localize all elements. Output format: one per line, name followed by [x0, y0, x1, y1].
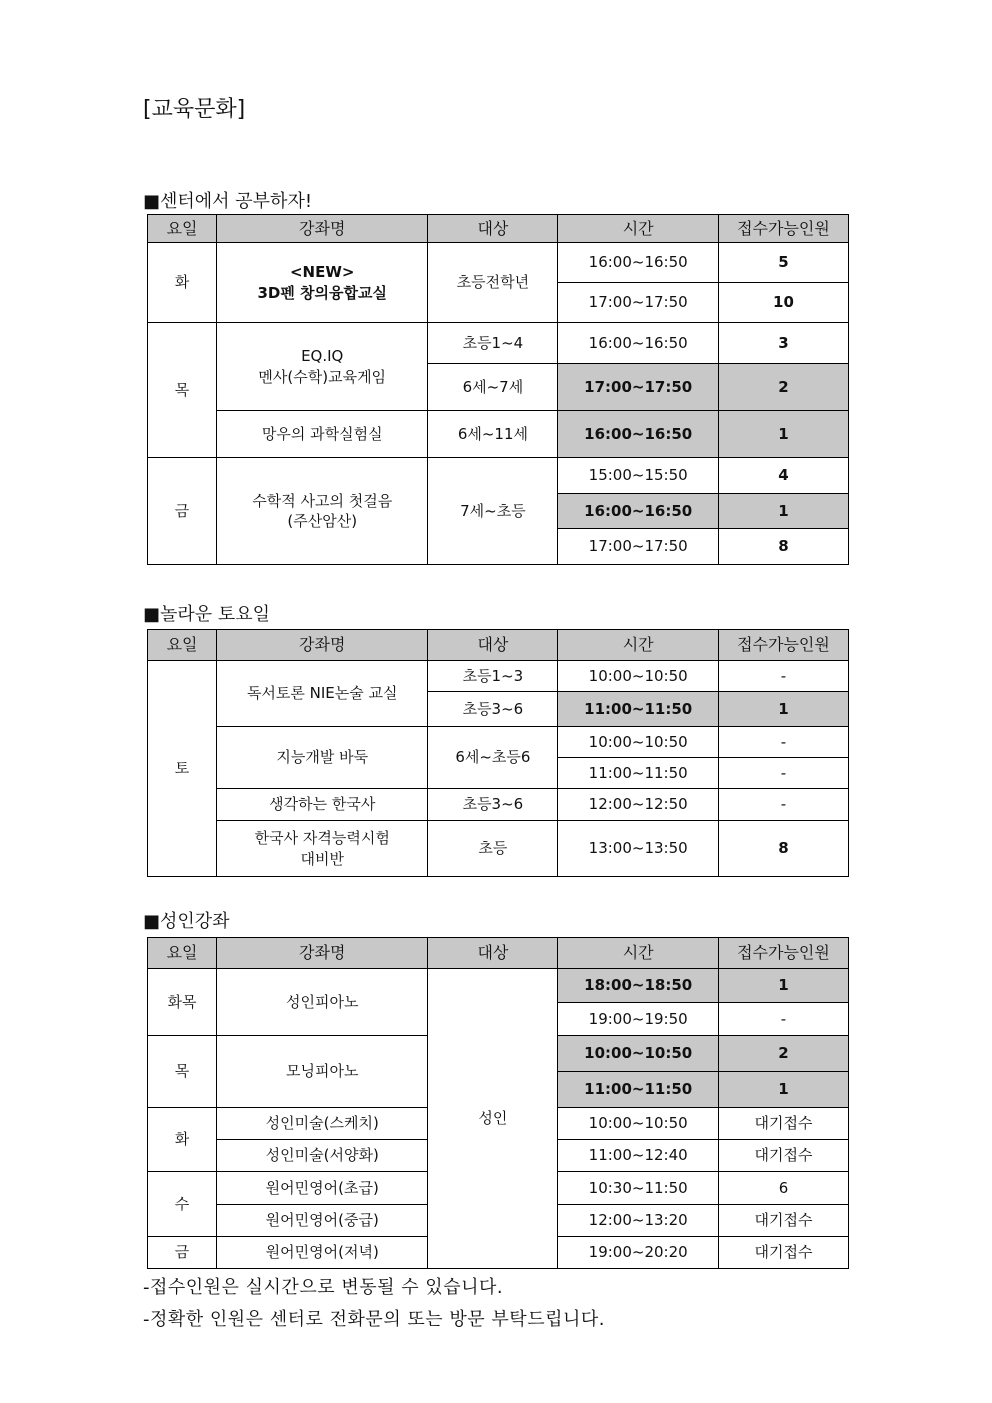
time-cell: 10:00~10:50: [558, 661, 719, 692]
table-header-row: [148, 630, 849, 661]
course-line: (주산암산): [287, 512, 358, 530]
header-capacity: 접수가능인원: [718, 630, 848, 661]
time-cell: 11:00~11:50: [558, 758, 719, 789]
table-header-row: [148, 938, 849, 969]
header-capacity: 접수가능인원: [718, 215, 848, 243]
target-cell: 초등1~3: [428, 661, 558, 692]
table-row: [148, 323, 849, 364]
course-line: EQ.IQ: [301, 347, 344, 366]
capacity-cell: 4: [718, 458, 848, 494]
course-cell: 망우의 과학실험실: [217, 411, 428, 458]
course-cell: 생각하는 한국사: [217, 789, 428, 821]
page-title: [교육문화]: [143, 97, 246, 122]
capacity-cell: 1: [718, 411, 848, 458]
header-target: 대상: [428, 630, 558, 661]
capacity-cell: 6: [718, 1172, 848, 1205]
section-heading: ■성인강좌: [143, 911, 230, 932]
schedule-table: [147, 937, 849, 1269]
time-cell: 15:00~15:50: [558, 458, 719, 494]
time-cell: 12:00~13:20: [558, 1205, 719, 1237]
header-course: 강좌명: [217, 938, 428, 969]
course-cell: 성인미술(서양화): [217, 1140, 428, 1172]
capacity-cell: 대기접수: [718, 1237, 848, 1269]
table-row: [148, 969, 849, 1003]
time-cell: 17:00~17:50: [558, 364, 719, 411]
time-cell: 12:00~12:50: [558, 789, 719, 821]
table-row: [148, 411, 849, 458]
course-line: 수학적 사고의 첫걸음: [252, 491, 393, 510]
header-day: 요일: [148, 938, 217, 969]
capacity-cell: 2: [718, 364, 848, 411]
course-cell: 원어민영어(초급): [217, 1172, 428, 1205]
course-line: 한국사 자격능력시험: [254, 829, 390, 848]
capacity-cell: -: [718, 727, 848, 758]
course-line: 멘사(수학)교육게임: [258, 367, 387, 386]
time-cell: 18:00~18:50: [558, 969, 719, 1003]
time-cell: 17:00~17:50: [558, 529, 719, 565]
course-cell: 성인피아노: [217, 969, 428, 1036]
course-cell: 지능개발 바둑: [217, 727, 428, 789]
capacity-cell: 5: [718, 243, 848, 283]
target-cell: 6세~초등6: [428, 727, 558, 789]
capacity-cell: 3: [718, 323, 848, 364]
course-line: 대비반: [300, 849, 344, 868]
table-row: [148, 243, 849, 283]
schedule-table: [147, 629, 849, 877]
capacity-cell: 8: [718, 529, 848, 565]
capacity-cell: 대기접수: [718, 1205, 848, 1237]
capacity-cell: 1: [718, 969, 848, 1003]
time-cell: 10:30~11:50: [558, 1172, 719, 1205]
course-cell: [217, 821, 428, 877]
course-cell: 독서토론 NIE논술 교실: [217, 661, 428, 727]
header-day: 요일: [148, 630, 217, 661]
header-capacity: 접수가능인원: [718, 938, 848, 969]
course-cell: [217, 458, 428, 565]
day-cell: 목: [148, 323, 217, 458]
time-cell: 16:00~16:50: [558, 243, 719, 283]
day-cell: 금: [148, 458, 217, 565]
time-cell: 16:00~16:50: [558, 411, 719, 458]
header-time: 시간: [558, 215, 719, 243]
day-cell: 수: [148, 1172, 217, 1237]
table-row: [148, 661, 849, 692]
time-cell: 19:00~20:20: [558, 1237, 719, 1269]
time-cell: 17:00~17:50: [558, 283, 719, 323]
capacity-cell: -: [718, 661, 848, 692]
target-cell: 초등1~4: [428, 323, 558, 364]
target-cell: 6세~7세: [428, 364, 558, 411]
table-row: [148, 458, 849, 494]
time-cell: 10:00~10:50: [558, 1036, 719, 1072]
header-time: 시간: [558, 938, 719, 969]
capacity-cell: -: [718, 758, 848, 789]
table-header-row: [148, 215, 849, 243]
target-cell: 초등: [428, 821, 558, 877]
footnote: -정확한 인원은 센터로 전화문의 또는 방문 부탁드립니다.: [143, 1309, 605, 1330]
course-line: 3D펜 창의융합교실: [257, 283, 387, 302]
table-row: [148, 727, 849, 758]
capacity-cell: 1: [718, 494, 848, 529]
schedule-table: [147, 214, 849, 565]
header-day: 요일: [148, 215, 217, 243]
table-row: [148, 789, 849, 821]
time-cell: 10:00~10:50: [558, 727, 719, 758]
day-cell: 목: [148, 1036, 217, 1108]
course-cell: 원어민영어(중급): [217, 1205, 428, 1237]
course-line: <NEW>: [289, 263, 355, 282]
course-cell: 성인미술(스케치): [217, 1108, 428, 1140]
header-time: 시간: [558, 630, 719, 661]
capacity-cell: 대기접수: [718, 1140, 848, 1172]
capacity-cell: -: [718, 1003, 848, 1036]
capacity-cell: 2: [718, 1036, 848, 1072]
time-cell: 16:00~16:50: [558, 323, 719, 364]
header-course: 강좌명: [217, 215, 428, 243]
day-cell: 토: [148, 661, 217, 877]
day-cell: 화: [148, 243, 217, 323]
course-cell: [217, 323, 428, 411]
target-cell: 초등3~6: [428, 692, 558, 727]
time-cell: 16:00~16:50: [558, 494, 719, 529]
target-cell: 초등전학년: [428, 243, 558, 323]
capacity-cell: -: [718, 789, 848, 821]
day-cell: 화목: [148, 969, 217, 1036]
time-cell: 10:00~10:50: [558, 1108, 719, 1140]
target-cell: 초등3~6: [428, 789, 558, 821]
course-cell: 모닝피아노: [217, 1036, 428, 1108]
capacity-cell: 1: [718, 692, 848, 727]
capacity-cell: 8: [718, 821, 848, 877]
time-cell: 11:00~11:50: [558, 692, 719, 727]
section-heading: ■놀라운 토요일: [143, 604, 271, 625]
target-cell: 성인: [428, 969, 558, 1269]
day-cell: 화: [148, 1108, 217, 1172]
table-row: [148, 821, 849, 877]
header-target: 대상: [428, 215, 558, 243]
header-target: 대상: [428, 938, 558, 969]
time-cell: 13:00~13:50: [558, 821, 719, 877]
target-cell: 6세~11세: [428, 411, 558, 458]
time-cell: 11:00~11:50: [558, 1072, 719, 1108]
target-cell: 7세~초등: [428, 458, 558, 565]
day-cell: 금: [148, 1237, 217, 1269]
section-heading: ■센터에서 공부하자!: [143, 191, 313, 212]
capacity-cell: 10: [718, 283, 848, 323]
course-cell: 원어민영어(저녁): [217, 1237, 428, 1269]
header-course: 강좌명: [217, 630, 428, 661]
course-cell: [217, 243, 428, 323]
capacity-cell: 대기접수: [718, 1108, 848, 1140]
time-cell: 19:00~19:50: [558, 1003, 719, 1036]
capacity-cell: 1: [718, 1072, 848, 1108]
footnote: -접수인원은 실시간으로 변동될 수 있습니다.: [143, 1277, 504, 1298]
time-cell: 11:00~12:40: [558, 1140, 719, 1172]
